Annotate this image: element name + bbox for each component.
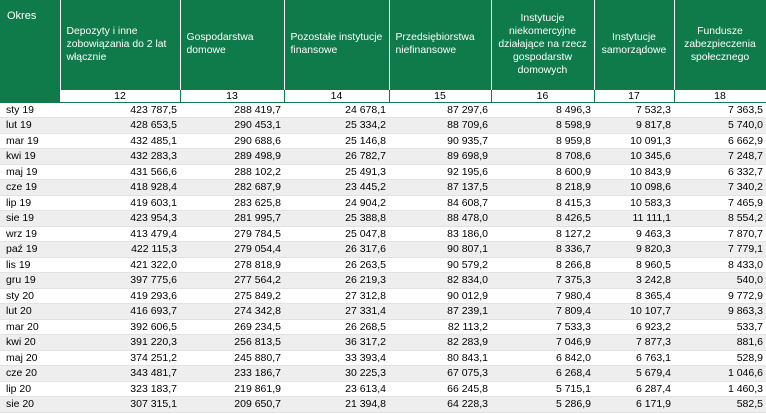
column-header-social-security-funds[interactable]: Fundusze zabezpieczenia społecznego	[674, 0, 766, 89]
value-cell[interactable]: 6 332,7	[674, 164, 766, 180]
table-row[interactable]	[0, 381, 766, 397]
value-cell[interactable]: 8 960,5	[594, 257, 674, 273]
value-cell[interactable]: 6 923,2	[594, 319, 674, 335]
value-cell[interactable]: 343 481,7	[60, 366, 180, 382]
value-cell[interactable]: 82 283,9	[389, 335, 491, 351]
value-cell[interactable]: 30 225,3	[284, 366, 389, 382]
value-cell[interactable]: 11 111,1	[594, 211, 674, 227]
value-cell[interactable]: 9 772,9	[674, 288, 766, 304]
table-row[interactable]	[0, 273, 766, 289]
table-row[interactable]	[0, 242, 766, 258]
column-number: 12	[60, 89, 180, 102]
value-cell[interactable]: 8 600,9	[491, 164, 594, 180]
column-header-nonfinancial-corporations[interactable]: Przedsiębiorstwa niefinansowe	[389, 0, 491, 89]
value-cell[interactable]: 245 880,7	[180, 350, 284, 366]
period-cell[interactable]: kwi 19	[0, 149, 60, 165]
period-cell[interactable]: cze 19	[0, 180, 60, 196]
value-cell[interactable]: 90 807,1	[389, 242, 491, 258]
value-cell[interactable]: 26 219,3	[284, 273, 389, 289]
value-cell[interactable]: 5 286,9	[491, 397, 594, 413]
value-cell[interactable]: 8 959,8	[491, 133, 594, 149]
value-cell[interactable]: 307 315,1	[60, 397, 180, 413]
table-row[interactable]	[0, 257, 766, 273]
value-cell[interactable]: 87 297,6	[389, 102, 491, 118]
value-cell[interactable]: 7 340,2	[674, 180, 766, 196]
value-cell[interactable]: 288 419,7	[180, 102, 284, 118]
table-row[interactable]	[0, 397, 766, 413]
value-cell[interactable]: 275 849,2	[180, 288, 284, 304]
table-row[interactable]	[0, 195, 766, 211]
value-cell[interactable]: 66 245,8	[389, 381, 491, 397]
value-cell[interactable]: 233 186,7	[180, 366, 284, 382]
table-row[interactable]	[0, 118, 766, 134]
okres-header[interactable]: Okres	[0, 0, 60, 89]
value-cell[interactable]: 89 698,9	[389, 149, 491, 165]
value-cell[interactable]: 7 877,3	[594, 335, 674, 351]
table-row[interactable]	[0, 319, 766, 335]
value-cell[interactable]: 8 365,4	[594, 288, 674, 304]
value-cell[interactable]: 33 393,4	[284, 350, 389, 366]
period-cell[interactable]: maj 19	[0, 164, 60, 180]
value-cell[interactable]: 7 375,3	[491, 273, 594, 289]
value-cell[interactable]: 8 426,5	[491, 211, 594, 227]
value-cell[interactable]: 82 113,2	[389, 319, 491, 335]
value-cell[interactable]: 87 137,5	[389, 180, 491, 196]
value-cell[interactable]: 5 715,1	[491, 381, 594, 397]
header-row	[0, 0, 766, 89]
value-cell[interactable]: 374 251,2	[60, 350, 180, 366]
value-cell[interactable]: 282 687,9	[180, 180, 284, 196]
column-header-households[interactable]: Gospodarstwa domowe	[180, 0, 284, 89]
value-cell[interactable]: 8 266,8	[491, 257, 594, 273]
value-cell[interactable]: 7 465,9	[674, 195, 766, 211]
value-cell[interactable]: 87 239,1	[389, 304, 491, 320]
value-cell[interactable]: 10 107,7	[594, 304, 674, 320]
table-row[interactable]	[0, 180, 766, 196]
value-cell[interactable]: 432 485,1	[60, 133, 180, 149]
value-cell[interactable]: 27 312,8	[284, 288, 389, 304]
period-cell[interactable]: mar 19	[0, 133, 60, 149]
period-cell[interactable]: kwi 20	[0, 335, 60, 351]
value-cell[interactable]: 8 708,6	[491, 149, 594, 165]
value-cell[interactable]: 283 625,8	[180, 195, 284, 211]
value-cell[interactable]: 256 813,5	[180, 335, 284, 351]
table-row[interactable]	[0, 133, 766, 149]
period-cell[interactable]: paź 19	[0, 242, 60, 258]
table-body	[0, 102, 766, 412]
value-cell[interactable]: 288 102,2	[180, 164, 284, 180]
period-cell[interactable]: lut 19	[0, 118, 60, 134]
value-cell[interactable]: 8 127,2	[491, 226, 594, 242]
value-cell[interactable]: 26 263,5	[284, 257, 389, 273]
value-cell[interactable]: 21 394,8	[284, 397, 389, 413]
value-cell[interactable]: 269 234,5	[180, 319, 284, 335]
value-cell[interactable]: 25 491,3	[284, 164, 389, 180]
value-cell[interactable]: 10 583,3	[594, 195, 674, 211]
value-cell[interactable]: 7 870,7	[674, 226, 766, 242]
value-cell[interactable]: 10 345,6	[594, 149, 674, 165]
value-cell[interactable]: 278 818,9	[180, 257, 284, 273]
value-cell[interactable]: 6 268,4	[491, 366, 594, 382]
table-row[interactable]	[0, 164, 766, 180]
value-cell[interactable]: 27 331,4	[284, 304, 389, 320]
table-row[interactable]	[0, 335, 766, 351]
value-cell[interactable]: 423 787,5	[60, 102, 180, 118]
table-header	[0, 0, 766, 102]
value-cell[interactable]: 6 171,9	[594, 397, 674, 413]
value-cell[interactable]: 64 228,3	[389, 397, 491, 413]
value-cell[interactable]: 8 433,0	[674, 257, 766, 273]
value-cell[interactable]: 8 336,7	[491, 242, 594, 258]
value-cell[interactable]: 10 843,9	[594, 164, 674, 180]
value-cell[interactable]: 7 046,9	[491, 335, 594, 351]
value-cell[interactable]: 279 784,5	[180, 226, 284, 242]
value-cell[interactable]: 8 218,9	[491, 180, 594, 196]
period-cell[interactable]: cze 20	[0, 366, 60, 382]
value-cell[interactable]: 419 293,6	[60, 288, 180, 304]
value-cell[interactable]: 7 809,4	[491, 304, 594, 320]
period-cell[interactable]: lip 19	[0, 195, 60, 211]
column-header-deposits[interactable]: Depozyty i inne zobowiązania do 2 lat włącznie	[60, 0, 180, 89]
table-row[interactable]	[0, 211, 766, 227]
value-cell[interactable]: 8 496,3	[491, 102, 594, 118]
value-cell[interactable]: 88 478,0	[389, 211, 491, 227]
value-cell[interactable]: 423 954,3	[60, 211, 180, 227]
period-cell[interactable]: maj 20	[0, 350, 60, 366]
value-cell[interactable]: 80 843,1	[389, 350, 491, 366]
table-row[interactable]	[0, 288, 766, 304]
value-cell[interactable]: 289 498,9	[180, 149, 284, 165]
value-cell[interactable]: 7 980,4	[491, 288, 594, 304]
value-cell[interactable]: 23 445,2	[284, 180, 389, 196]
value-cell[interactable]: 26 268,5	[284, 319, 389, 335]
value-cell[interactable]: 281 995,7	[180, 211, 284, 227]
value-cell[interactable]: 528,9	[674, 350, 766, 366]
value-cell[interactable]: 290 453,1	[180, 118, 284, 134]
value-cell[interactable]: 1 046,6	[674, 366, 766, 382]
period-cell[interactable]: wrz 19	[0, 226, 60, 242]
value-cell[interactable]: 7 779,1	[674, 242, 766, 258]
value-cell[interactable]: 9 820,3	[594, 242, 674, 258]
column-number: 14	[284, 89, 389, 102]
column-number-blank	[0, 89, 60, 102]
value-cell[interactable]: 219 861,9	[180, 381, 284, 397]
period-cell[interactable]: lip 20	[0, 381, 60, 397]
value-cell[interactable]: 8 598,9	[491, 118, 594, 134]
value-cell[interactable]: 277 564,2	[180, 273, 284, 289]
period-cell[interactable]: mar 20	[0, 319, 60, 335]
value-cell[interactable]: 25 146,8	[284, 133, 389, 149]
value-cell[interactable]: 209 650,7	[180, 397, 284, 413]
value-cell[interactable]: 10 091,3	[594, 133, 674, 149]
value-cell[interactable]: 24 678,1	[284, 102, 389, 118]
table-row[interactable]	[0, 226, 766, 242]
value-cell[interactable]: 67 075,3	[389, 366, 491, 382]
value-cell[interactable]: 8 554,2	[674, 211, 766, 227]
value-cell[interactable]: 274 342,8	[180, 304, 284, 320]
table-row[interactable]	[0, 366, 766, 382]
value-cell[interactable]: 25 047,8	[284, 226, 389, 242]
value-cell[interactable]: 5 679,4	[594, 366, 674, 382]
column-number: 18	[674, 89, 766, 102]
period-cell[interactable]: sie 20	[0, 397, 60, 413]
period-cell[interactable]: gru 19	[0, 273, 60, 289]
table-row[interactable]	[0, 149, 766, 165]
value-cell[interactable]: 323 183,7	[60, 381, 180, 397]
value-cell[interactable]: 533,7	[674, 319, 766, 335]
value-cell[interactable]: 428 653,5	[60, 118, 180, 134]
value-cell[interactable]: 392 606,5	[60, 319, 180, 335]
table-row[interactable]	[0, 102, 766, 118]
value-cell[interactable]: 25 388,8	[284, 211, 389, 227]
value-cell[interactable]: 24 904,2	[284, 195, 389, 211]
value-cell[interactable]: 9 863,3	[674, 304, 766, 320]
value-cell[interactable]: 8 415,3	[491, 195, 594, 211]
column-number: 15	[389, 89, 491, 102]
column-number: 16	[491, 89, 594, 102]
value-cell[interactable]: 540,0	[674, 273, 766, 289]
value-cell[interactable]: 6 287,4	[594, 381, 674, 397]
value-cell[interactable]: 6 662,9	[674, 133, 766, 149]
value-cell[interactable]: 431 566,6	[60, 164, 180, 180]
value-cell[interactable]: 92 195,6	[389, 164, 491, 180]
value-cell[interactable]: 88 709,6	[389, 118, 491, 134]
period-cell[interactable]: lut 20	[0, 304, 60, 320]
value-cell[interactable]: 83 186,0	[389, 226, 491, 242]
value-cell[interactable]: 90 935,7	[389, 133, 491, 149]
value-cell[interactable]: 6 842,0	[491, 350, 594, 366]
value-cell[interactable]: 7 533,3	[491, 319, 594, 335]
period-cell[interactable]: lis 19	[0, 257, 60, 273]
value-cell[interactable]: 418 928,4	[60, 180, 180, 196]
value-cell[interactable]: 7 532,3	[594, 102, 674, 118]
value-cell[interactable]: 582,5	[674, 397, 766, 413]
period-cell[interactable]: sty 19	[0, 102, 60, 118]
column-number: 17	[594, 89, 674, 102]
value-cell[interactable]: 881,6	[674, 335, 766, 351]
value-cell[interactable]: 9 817,8	[594, 118, 674, 134]
value-cell[interactable]: 5 740,0	[674, 118, 766, 134]
value-cell[interactable]: 279 054,4	[180, 242, 284, 258]
value-cell[interactable]: 10 098,6	[594, 180, 674, 196]
value-cell[interactable]: 421 322,0	[60, 257, 180, 273]
table-row[interactable]	[0, 304, 766, 320]
value-cell[interactable]: 7 363,5	[674, 102, 766, 118]
value-cell[interactable]: 90 012,9	[389, 288, 491, 304]
value-cell[interactable]: 7 248,7	[674, 149, 766, 165]
column-number: 13	[180, 89, 284, 102]
column-header-other-financial[interactable]: Pozostałe instytucje finansowe	[284, 0, 389, 89]
value-cell[interactable]: 3 242,8	[594, 273, 674, 289]
value-cell[interactable]: 26 317,6	[284, 242, 389, 258]
column-header-local-government[interactable]: Instytucje samorządowe	[594, 0, 674, 89]
value-cell[interactable]: 422 115,3	[60, 242, 180, 258]
table-row[interactable]	[0, 350, 766, 366]
value-cell[interactable]: 25 334,2	[284, 118, 389, 134]
column-number-row	[0, 89, 766, 102]
column-header-npish[interactable]: Instytucje niekomercyjne działające na rzecz gospodarstw domowych	[491, 0, 594, 89]
value-cell[interactable]: 9 463,3	[594, 226, 674, 242]
value-cell[interactable]: 419 603,1	[60, 195, 180, 211]
value-cell[interactable]: 413 479,4	[60, 226, 180, 242]
value-cell[interactable]: 82 834,0	[389, 273, 491, 289]
value-cell[interactable]: 6 763,1	[594, 350, 674, 366]
value-cell[interactable]: 84 608,7	[389, 195, 491, 211]
period-cell[interactable]: sty 20	[0, 288, 60, 304]
value-cell[interactable]: 397 775,6	[60, 273, 180, 289]
period-cell[interactable]: sie 19	[0, 211, 60, 227]
value-cell[interactable]: 391 220,3	[60, 335, 180, 351]
value-cell[interactable]: 23 613,4	[284, 381, 389, 397]
value-cell[interactable]: 90 579,2	[389, 257, 491, 273]
value-cell[interactable]: 36 317,2	[284, 335, 389, 351]
value-cell[interactable]: 26 782,7	[284, 149, 389, 165]
value-cell[interactable]: 416 693,7	[60, 304, 180, 320]
value-cell[interactable]: 290 688,6	[180, 133, 284, 149]
value-cell[interactable]: 1 460,3	[674, 381, 766, 397]
value-cell[interactable]: 432 283,3	[60, 149, 180, 165]
